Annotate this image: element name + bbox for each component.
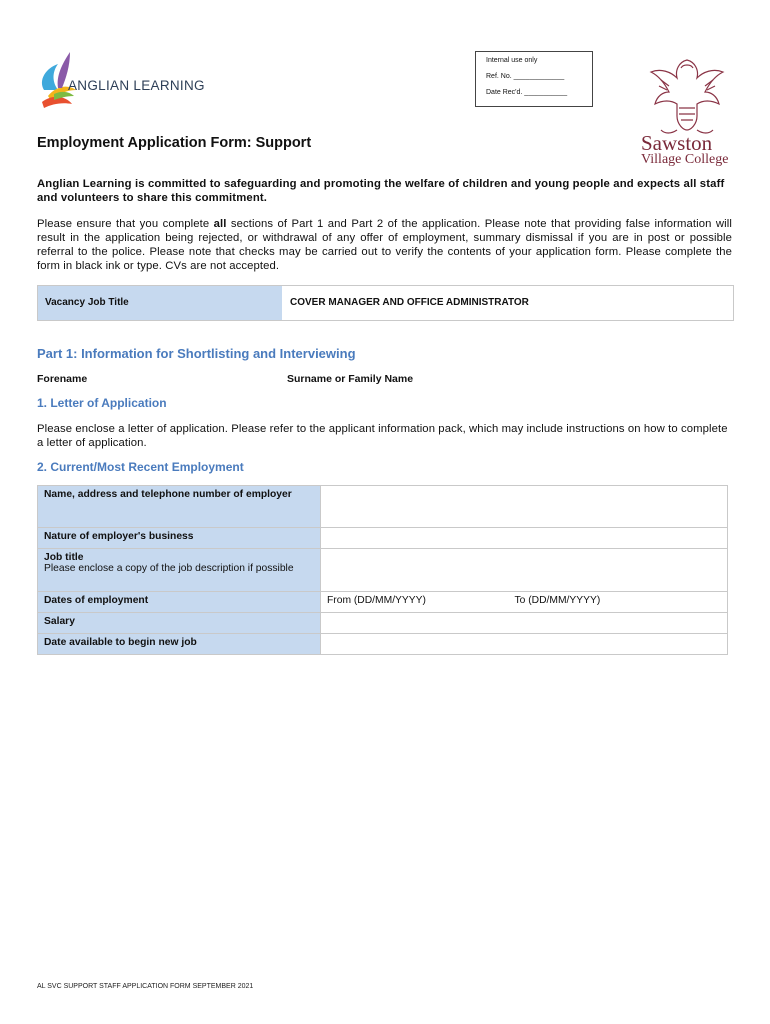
section2-heading: 2. Current/Most Recent Employment: [37, 460, 244, 474]
intro-text-start: Please ensure that you complete: [37, 218, 214, 230]
table-row: [38, 549, 728, 592]
part1-heading: Part 1: Information for Shortlisting and Interviewing: [37, 346, 356, 361]
page-title: Employment Application Form: Support: [37, 135, 312, 151]
intro-text-emphasis: all: [213, 218, 227, 230]
vacancy-table: [37, 285, 734, 321]
salary-field[interactable]: [321, 613, 728, 634]
vacancy-label: Vacancy Job Title: [38, 286, 282, 320]
footer-text: AL SVC SUPPORT STAFF APPLICATION FORM SEPTEMBER 2021: [37, 983, 254, 990]
date-recd-field: Date Rec'd. ___________: [486, 89, 568, 96]
from-date-label: From (DD/MM/YYYY): [327, 595, 426, 606]
internal-use-label: Internal use only: [486, 57, 538, 64]
section1-text: Please enclose a letter of application. Please refer to the applicant information pack, which may include instructions on how to complete a letter of application.: [37, 423, 728, 449]
to-date-label: To (DD/MM/YYYY): [514, 595, 601, 606]
job-title-label: Job title: [44, 552, 84, 563]
school-subname: Village College: [641, 152, 729, 167]
nature-field[interactable]: [321, 528, 728, 549]
table-row: [38, 613, 728, 634]
table-row: [38, 486, 728, 528]
ref-no-field: Ref. No. _____________: [486, 73, 565, 80]
employment-table: [37, 485, 728, 655]
employer-field[interactable]: [321, 486, 728, 528]
safeguarding-statement: Anglian Learning is committed to safeguarding and promoting the welfare of children and young people and expects all staff and volunteers to share this commitment.: [37, 178, 725, 204]
job-title-note: Please enclose a copy of the job description if possible: [44, 563, 294, 574]
logo-text: ANGLIAN LEARNING: [68, 78, 205, 93]
table-row: [38, 634, 728, 655]
nature-label: Nature of employer's business: [38, 528, 321, 549]
forename-label: Forename: [37, 373, 88, 385]
surname-label: Surname or Family Name: [287, 373, 414, 385]
dates-label: Dates of employment: [38, 592, 321, 613]
salary-label: Salary: [38, 613, 321, 634]
available-label: Date available to begin new job: [38, 634, 321, 655]
intro-text-end: sections of Part 1 and Part 2 of the application. Please note that providing false information will result in the application being rejected, or withdrawal of any offer of employment, summary dismissal if you are in post or possible referral to the police. Please note that checks may be carried out to verify the contents of your application form. Please complete the form in black ink or type. CVs are not accepted.: [37, 218, 733, 272]
intro-paragraph: [37, 217, 732, 273]
employer-label: Name, address and telephone number of employer: [38, 486, 321, 528]
job-title-cell: [38, 549, 321, 592]
table-row: [38, 592, 728, 613]
sawston-crest-icon: [641, 50, 733, 136]
internal-use-box: [475, 51, 593, 107]
vacancy-value: COVER MANAGER AND OFFICE ADMINISTRATOR: [290, 297, 529, 308]
table-row: [38, 528, 728, 549]
available-field[interactable]: [321, 634, 728, 655]
dates-field[interactable]: [321, 592, 728, 613]
section1-heading: 1. Letter of Application: [37, 396, 167, 410]
school-name: Sawston: [641, 131, 713, 155]
job-title-field[interactable]: [321, 549, 728, 592]
